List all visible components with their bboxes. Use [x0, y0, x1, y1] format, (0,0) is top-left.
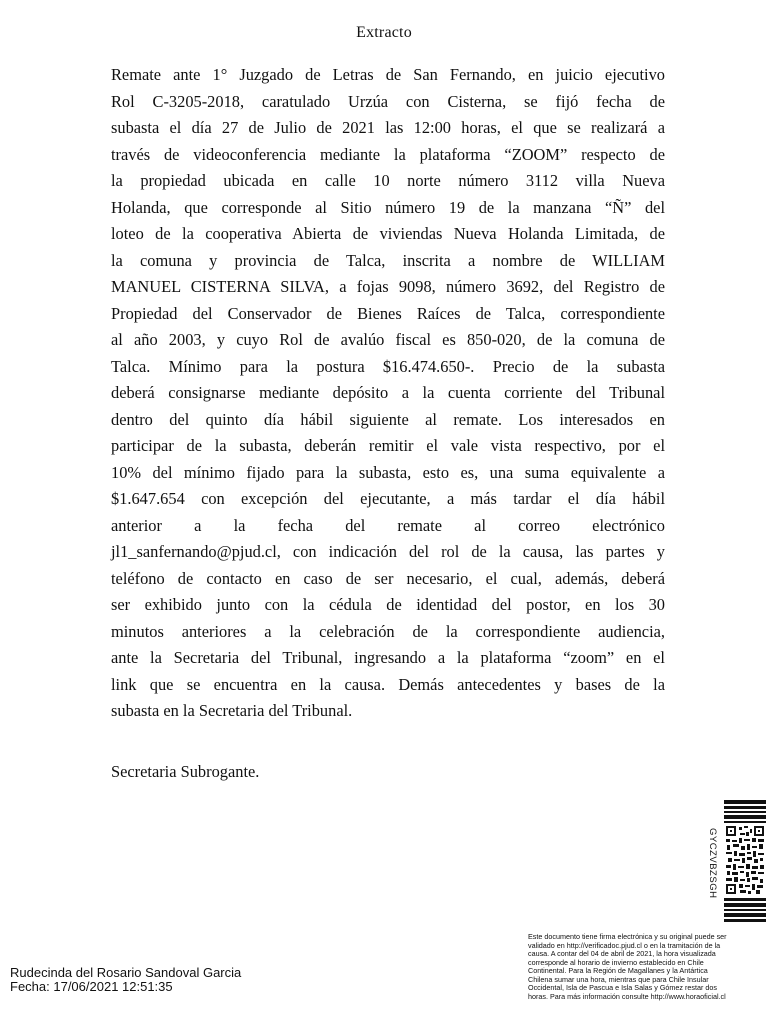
body-line: participar de la subasta, deberán remitir el vale vista respectivo, por el — [111, 436, 665, 455]
electronic-signature-notice — [528, 933, 764, 1001]
body-line: subasta el día 27 de Julio de 2021 las 12:00 horas, el que se realizará a — [111, 118, 665, 137]
notice-line: Este documento tiene firma electrónica y su original puede ser — [528, 932, 727, 941]
notice-line: horas. Para más información consulte http://www.horaoficial.cl — [528, 991, 726, 1001]
document-body — [111, 62, 665, 725]
body-line: Propiedad del Conservador de Bienes Raíces de Talca, correspondiente — [111, 303, 665, 323]
body-line: 10% del mínimo fijado para la subasta, esto es, una suma equivalente a — [111, 462, 665, 482]
notice-line: Chilena sumar una hora, mientras que para Chile Insular — [528, 974, 709, 984]
body-line: dentro del quinto día hábil siguiente al remate. Los interesados en — [111, 409, 665, 429]
body-line: través de videoconferencia mediante la plataforma “ZOOM” respecto de — [111, 144, 665, 164]
notice-line: validado en http://verificadoc.pjud.cl o en la tramitación de la — [528, 940, 721, 950]
closing-signature-title: Secretaria Subrogante. — [111, 762, 260, 781]
body-line: minutos anteriores a la celebración de la correspondiente audiencia, — [111, 621, 665, 641]
notice-line: causa. A contar del 04 de abril de 2021, la hora visualizada — [528, 949, 716, 958]
body-line: anterior a la fecha del remate al correo electrónico — [111, 515, 665, 535]
body-line: jl1_sanfernando@pjud.cl, con indicación del rol de la causa, las partes y — [111, 542, 665, 561]
body-line: loteo de la cooperativa Abierta de viviendas Nueva Holanda Limitada, de — [111, 224, 665, 243]
notice-line: corresponde al horario de invierno establecido en Chile — [528, 957, 704, 967]
notice-line: Occidental, Isla de Pascua e Isla Salas y Gómez restar dos — [528, 983, 717, 992]
body-line: la propiedad ubicada en calle 10 norte número 3112 villa Nueva — [111, 171, 665, 190]
body-line: la comuna y provincia de Talca, inscrita a nombre de WILLIAM — [111, 250, 665, 270]
body-line: $1.647.654 con excepción del ejecutante, a más tardar el día hábil — [111, 489, 665, 508]
body-line: ser exhibido junto con la cédula de identidad del postor, en los 30 — [111, 595, 665, 614]
notice-line: Continental. Para la Región de Magallanes y la Antártica — [528, 966, 708, 975]
body-line: MANUEL CISTERNA SILVA, a fojas 9098, número 3692, del Registro de — [111, 277, 665, 296]
body-line: al año 2003, y cuyo Rol de avalúo fiscal es 850-020, de la comuna de — [111, 330, 665, 349]
body-line: teléfono de contacto en caso de ser necesario, el cual, además, deberá — [111, 568, 665, 588]
signature-date: Fecha: 17/06/2021 12:51:35 — [10, 979, 173, 994]
verification-code: GYCZVBZSGH — [707, 828, 718, 899]
body-line: deberá consignarse mediante depósito a la cuenta corriente del Tribunal — [111, 383, 665, 402]
body-line: subasta en la Secretaria del Tribunal. — [111, 701, 353, 720]
signer-block — [10, 966, 241, 994]
barcode-icon — [706, 800, 766, 924]
document-title: Extracto — [356, 24, 412, 41]
body-line: Talca. Mínimo para la postura $16.474.650-. Precio de la subasta — [111, 356, 665, 376]
body-line: ante la Secretaria del Tribunal, ingresando a la plataforma “zoom” en el — [111, 648, 665, 667]
body-line: link que se encuentra en la causa. Demás antecedentes y bases de la — [111, 674, 665, 694]
body-line: Holanda, que corresponde al Sitio número 19 de la manzana “Ñ” del — [111, 197, 665, 217]
body-line: Remate ante 1° Juzgado de Letras de San Fernando, en juicio ejecutivo — [111, 65, 665, 84]
signer-name: Rudecinda del Rosario Sandoval Garcia — [10, 965, 242, 980]
body-line: Rol C-3205-2018, caratulado Urzúa con Cisterna, se fijó fecha de — [111, 91, 665, 111]
